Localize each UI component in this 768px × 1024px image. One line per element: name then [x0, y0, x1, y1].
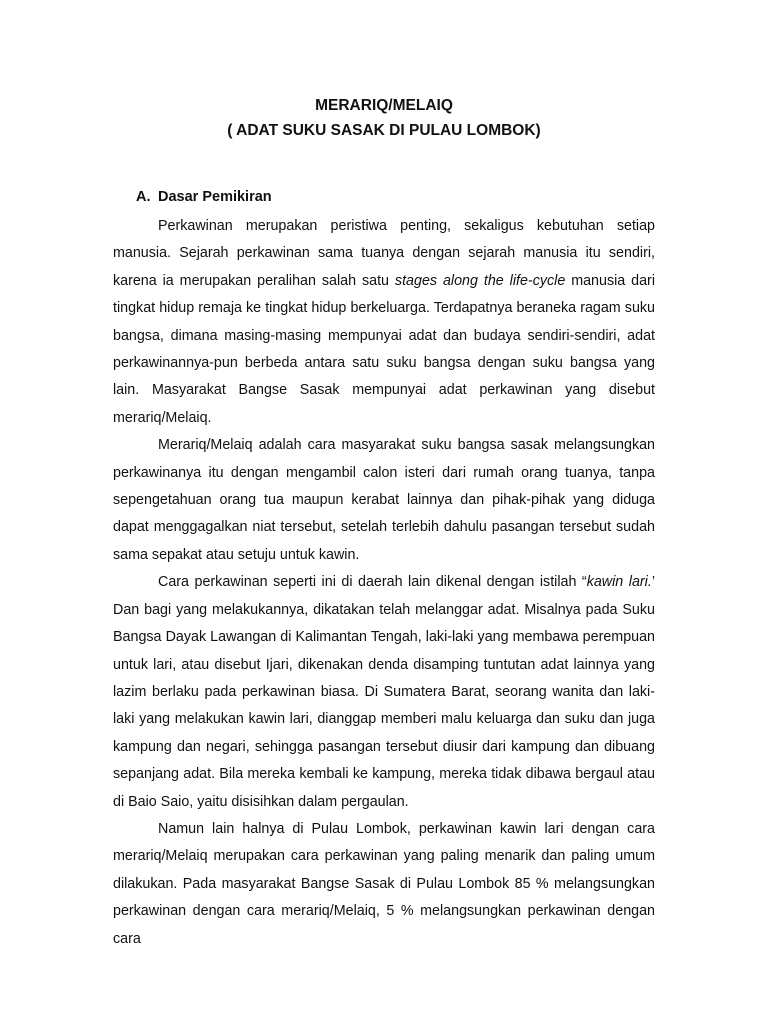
section-heading: [136, 187, 272, 207]
paragraph-4: Namun lain halnya di Pulau Lombok, perkawinan kawin lari dengan cara merariq/Melaiq merupakan cara perkawinan yang paling menarik dan paling umum dilakukan. Pada masyarakat Bangse Sasak di Pulau Lombok 85 % melangsungkan perkawinan dengan cara merariq/Melaiq, 5 % melangsungkan perkawinan dengan cara: [113, 820, 655, 947]
document-subtitle: ( ADAT SUKU SASAK DI PULAU LOMBOK): [227, 122, 541, 139]
section-heading-text: Dasar Pemikiran: [158, 189, 272, 205]
paragraph-2: Merariq/Melaiq adalah cara masyarakat suku bangsa sasak melangsungkan perkawinanya itu dengan mengambil calon isteri dari rumah orang tuanya, tanpa sepengetahuan orang tua maupun kerabat lainnya dan pihak-pihak yang diduga dapat menggagalkan niat tersebut, setelah terlebih dahulu pasangan tersebut sudah sama sepakat atau setuju untuk kawin.: [113, 437, 655, 563]
document-title: MERARIQ/MELAIQ: [315, 97, 453, 114]
paragraph-1-italic-phrase: stages along the life-cycle: [394, 272, 566, 289]
paragraph-3-italic-phrase: kawin lari.: [586, 574, 652, 591]
paragraph-1-text-after: manusia dari tingkat hidup remaja ke tingkat hidup berkeluarga. Terdapatnya beraneka ragam suku bangsa, dimana masing-masing mempunyai adat dan budaya sendiri-sendiri, adat perkawinannya-pun berbeda antara satu suku bangsa dengan suku bangsa yang lain. Masyarakat Bangse Sasak mempunyai adat perkawinan yang disebut merariq/Melaiq.: [113, 272, 655, 426]
paragraph-1: [113, 213, 655, 432]
document-body: [113, 213, 655, 953]
document-title-block: [0, 93, 768, 143]
section-letter: A.: [136, 189, 151, 205]
paragraph-3: [113, 569, 655, 816]
paragraph-1-text-before: Perkawinan merupakan peristiwa penting, sekaligus kebutuhan setiap manusia. Sejarah perkawinan sama tuanya dengan sejarah manusia itu sendiri, karena ia merupakan peralihan salah satu: [113, 218, 655, 289]
paragraph-3-text-before: Cara perkawinan seperti ini di daerah lain dikenal dengan istilah “: [158, 574, 587, 591]
paragraph-3-text-after: ’ Dan bagi yang melakukannya, dikatakan telah melanggar adat. Misalnya pada Suku Bangsa Dayak Lawangan di Kalimantan Tengah, laki-laki yang membawa perempuan untuk lari, atau disebut Ijari, dikenakan denda disamping tuntutan adat lainnya yang lazim berlaku pada perkawinan biasa. Di Sumatera Barat, seorang wanita dan laki-laki yang melakukan kawin lari, dianggap memberi malu keluarga dan suku dan juga kampung dan negari, sehingga pasangan tersebut diusir dari kampung dan dibuang sepanjang adat. Bila mereka kembali ke kampung, mereka tidak dibawa bergaul atau di Baio Saio, yaitu disisihkan dalam pergaulan.: [113, 574, 655, 810]
